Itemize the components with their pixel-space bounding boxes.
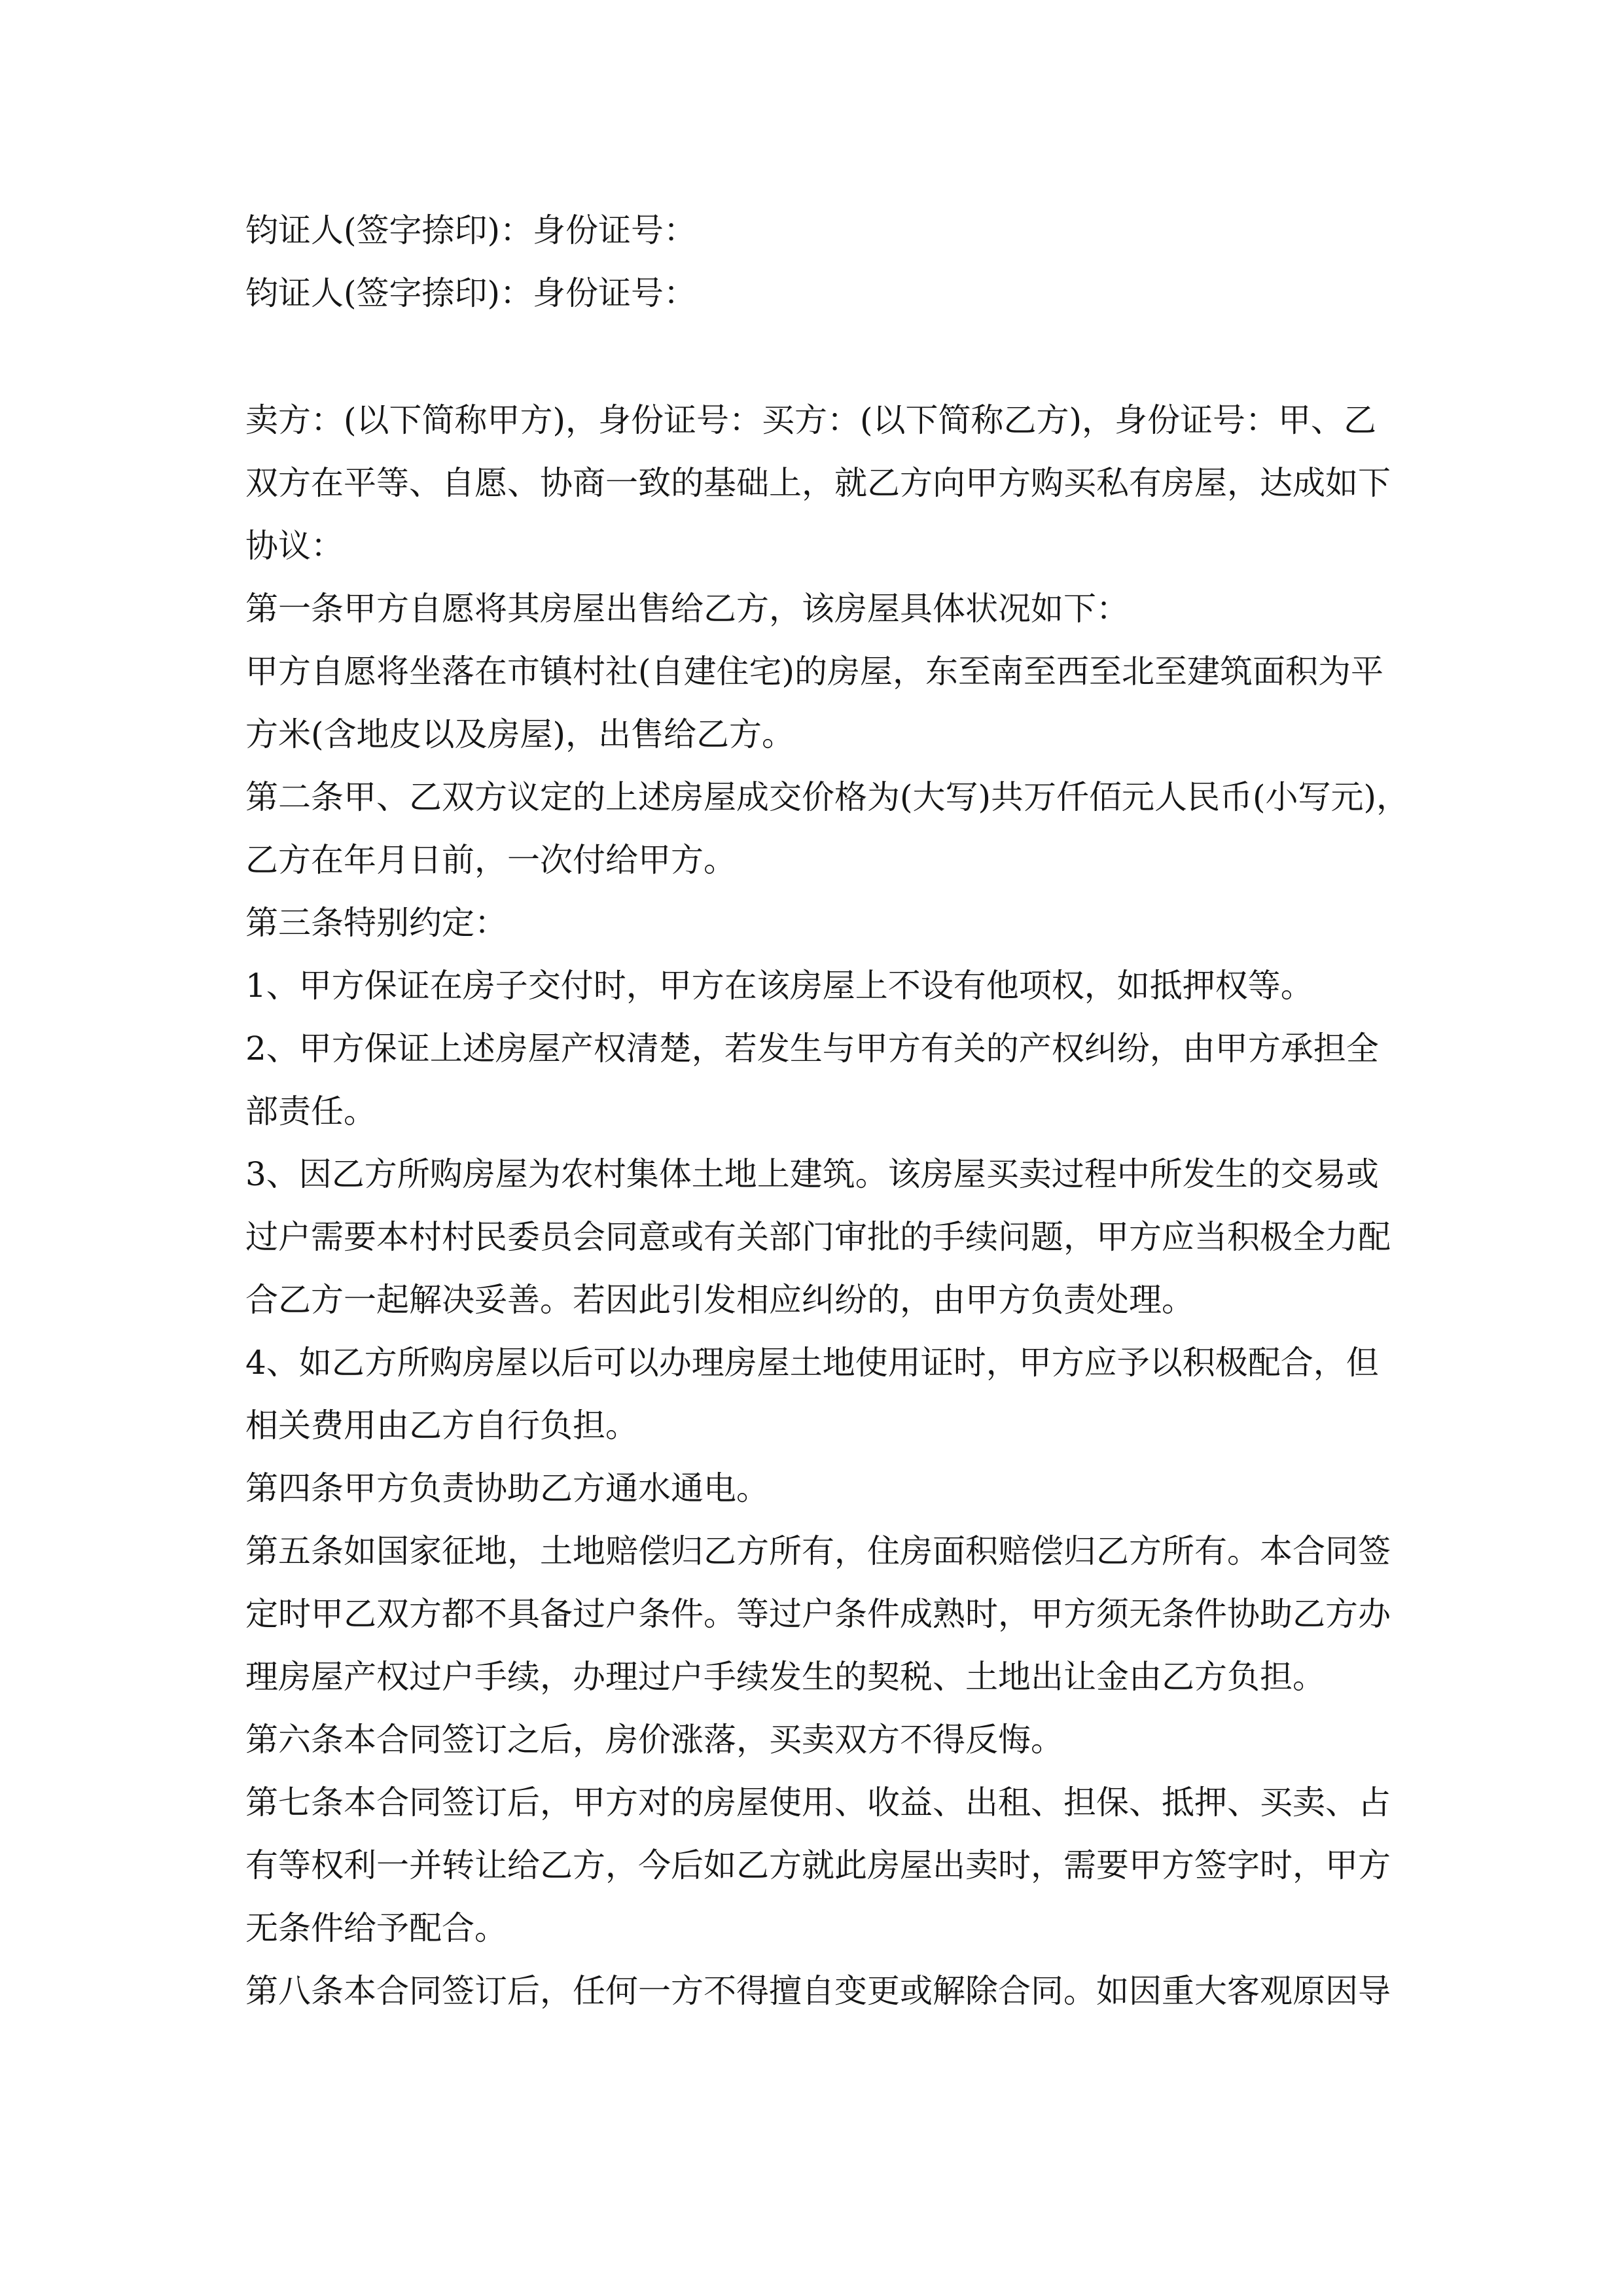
article-7-line-2: 有等权利一并转让给乙方，今后如乙方就此房屋出卖时，需要甲方签字时，甲方: [245, 1846, 1391, 1884]
preamble-line-2: 双方在平等、自愿、协商一致的基础上，就乙方向甲方购买私有房屋，达成如下: [245, 464, 1391, 502]
article-1-heading: 第一条甲方自愿将其房屋出售给乙方，该房屋具体状况如下：: [245, 590, 1129, 628]
article-5-line-2: 定时甲乙双方都不具备过户条件。等过户条件成熟时，甲方须无条件协助乙方办: [245, 1595, 1391, 1633]
clause-3-line-3: 合乙方一起解决妥善。若因此引发相应纠纷的，由甲方负责处理。: [245, 1281, 1194, 1319]
article-1-line-2: 方米(含地皮以及房屋)，出售给乙方。: [245, 715, 795, 753]
article-6: 第六条本合同签订之后，房价涨落，买卖双方不得反悔。: [245, 1721, 1063, 1759]
clause-1: 1、甲方保证在房子交付时，甲方在该房屋上不设有他项权，如抵押权等。: [245, 967, 1313, 1005]
article-2-line-1: 第二条甲、乙双方议定的上述房屋成交价格为(大写)共万仟佰元人民币(小写元)，: [245, 778, 1410, 816]
clause-2-line-2: 部责任。: [245, 1092, 376, 1130]
clause-4-line-2: 相关费用由乙方自行负担。: [245, 1407, 638, 1444]
article-1-line-1: 甲方自愿将坐落在市镇村社(自建住宅)的房屋，东至南至西至北至建筑面积为平: [245, 653, 1384, 691]
clause-2-line-1: 2、甲方保证上述房屋产权清楚，若发生与甲方有关的产权纠纷，由甲方承担全: [245, 1030, 1379, 1067]
article-5-line-3: 理房屋产权过户手续，办理过户手续发生的契税、土地出让金由乙方负担。: [245, 1658, 1325, 1696]
witness-line-2: 钧证人(签字捺印)：身份证号：: [245, 274, 697, 312]
preamble-line-1: 卖方：(以下简称甲方)，身份证号：买方：(以下简称乙方)，身份证号：甲、乙: [245, 401, 1377, 439]
article-5-line-1: 第五条如国家征地，土地赔偿归乙方所有，住房面积赔偿归乙方所有。本合同签: [245, 1532, 1391, 1570]
clause-3-line-1: 3、因乙方所购房屋为农村集体土地上建筑。该房屋买卖过程中所发生的交易或: [245, 1155, 1379, 1193]
article-8-line-1: 第八条本合同签订后，任何一方不得擅自变更或解除合同。如因重大客观原因导: [245, 1972, 1391, 2010]
witness-line-1: 钧证人(签字捺印)：身份证号：: [245, 211, 697, 249]
article-3-heading: 第三条特别约定：: [245, 904, 507, 942]
clause-3-line-2: 过户需要本村村民委员会同意或有关部门审批的手续问题，甲方应当积极全力配: [245, 1218, 1391, 1256]
clause-4-line-1: 4、如乙方所购房屋以后可以办理房屋土地使用证时，甲方应予以积极配合，但: [245, 1344, 1379, 1382]
preamble-line-3: 协议：: [245, 527, 344, 565]
article-7-line-3: 无条件给予配合。: [245, 1909, 507, 1947]
article-2-line-2: 乙方在年月日前，一次付给甲方。: [245, 841, 736, 879]
article-4: 第四条甲方负责协助乙方通水通电。: [245, 1469, 769, 1507]
article-7-line-1: 第七条本合同签订后，甲方对的房屋使用、收益、出租、担保、抵押、买卖、占: [245, 1784, 1391, 1821]
